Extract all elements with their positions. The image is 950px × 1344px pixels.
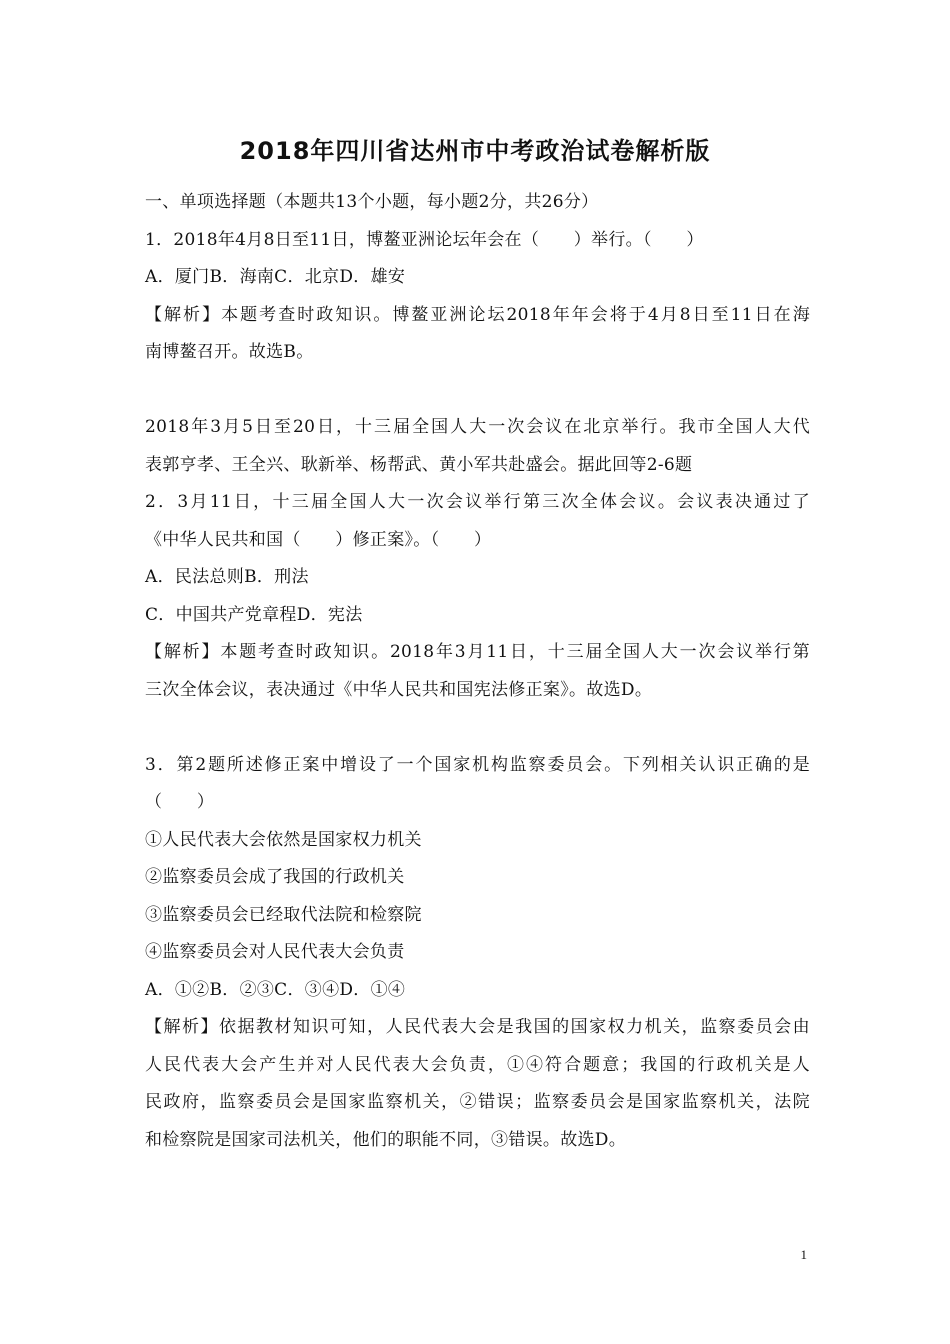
text-line: A．厦门B．海南C．北京D．雄安 — [145, 267, 406, 287]
text-line: ②监察委员会成了我国的行政机关 — [145, 867, 405, 887]
page-number: 1 — [800, 1247, 807, 1262]
text-line: A．民法总则B．刑法 — [145, 567, 309, 587]
text-line: 2018年3月5日至20日，十三届全国人大一次会议在北京举行。我市全国人大代 — [145, 417, 810, 437]
text-line: 南博鳌召开。故选B。 — [145, 342, 314, 362]
text-line: 3．第2题所述修正案中增设了一个国家机构监察委员会。下列相关认识正确的是 — [145, 754, 810, 775]
text-line: 2．3月11日，十三届全国人大一次会议举行第三次全体会议。会议表决通过了 — [145, 492, 810, 512]
text-line: 【解析】本题考查时政知识。博鳌亚洲论坛2018年年会将于4月8日至11日在海 — [145, 304, 810, 325]
text-line: 1．2018年4月8日至11日，博鳌亚洲论坛年会在（ ）举行。（ ） — [145, 229, 704, 250]
blank-line — [145, 372, 810, 410]
text-line: C．中国共产党章程D．宪法 — [145, 604, 363, 625]
text-line: 民政府，监察委员会是国家监察机关，②错误；监察委员会是国家监察机关，法院 — [145, 1092, 810, 1112]
text-line: 【解析】依据教材知识可知，人民代表大会是我国的国家权力机关，监察委员会由 — [145, 1017, 810, 1037]
text-line: ③监察委员会已经取代法院和检察院 — [145, 904, 422, 925]
document-title: 2018年四川省达州市中考政治试卷解析版 — [239, 137, 711, 165]
document-body — [145, 184, 810, 1159]
text-line: A．①②B．②③C．③④D．①④ — [145, 979, 406, 1000]
text-line: 《中华人民共和国（ ）修正案》。（ ） — [145, 529, 492, 550]
text-line: （ ） — [145, 792, 215, 812]
text-line: ④监察委员会对人民代表大会负责 — [145, 942, 405, 962]
text-line: 一、单项选择题（本题共13个小题，每小题2分，共26分） — [145, 192, 599, 212]
text-line: ①人民代表大会依然是国家权力机关 — [145, 829, 422, 850]
text-line: 人民代表大会产生并对人民代表大会负责，①④符合题意；我国的行政机关是人 — [145, 1054, 810, 1075]
text-line: 【解析】本题考查时政知识。2018年3月11日，十三届全国人大一次会议举行第 — [145, 642, 810, 662]
text-line: 表郭亨孝、王全兴、耿新举、杨帮武、黄小军共赴盛会。据此回等2-6题 — [145, 454, 693, 475]
text-line: 三次全体会议，表决通过《中华人民共和国宪法修正案》。故选D。 — [145, 679, 653, 700]
blank-line — [145, 709, 810, 747]
text-line: 和检察院是国家司法机关，他们的职能不同，③错误。故选D。 — [145, 1129, 627, 1150]
